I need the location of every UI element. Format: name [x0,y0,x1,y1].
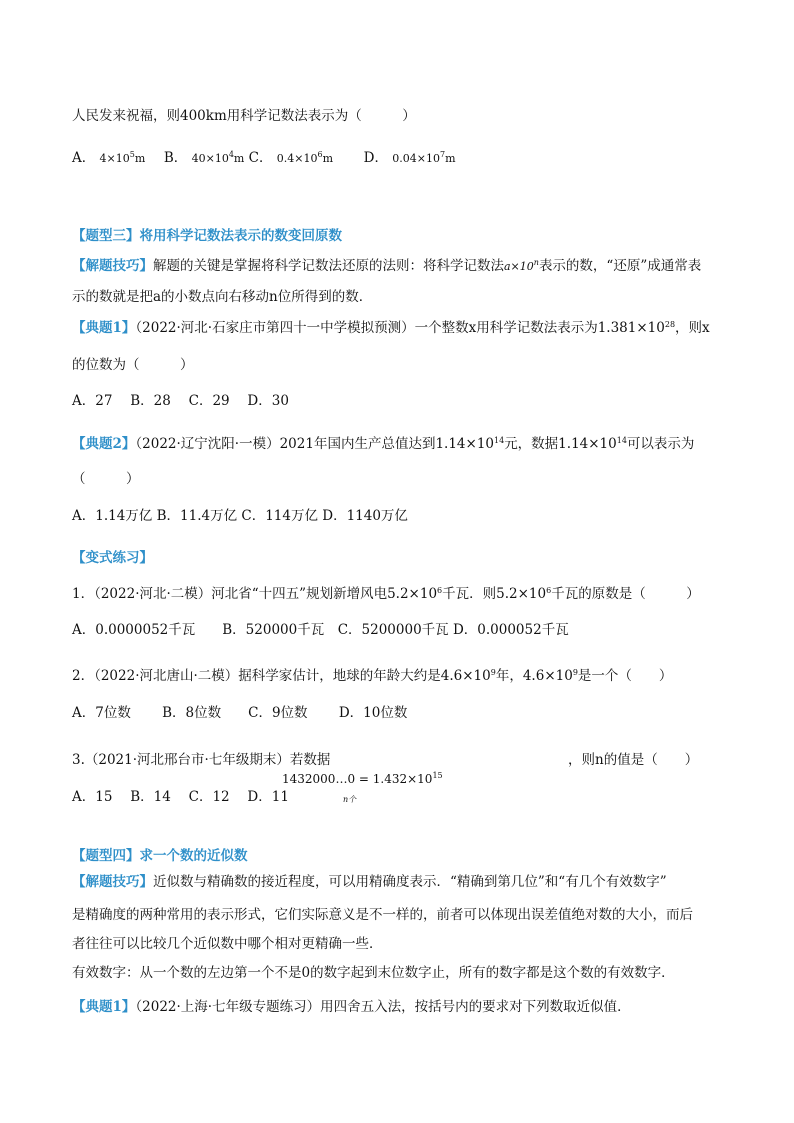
tip-tag: 【解题技巧】 [72,874,153,890]
example-tag: 【典题2】 [72,436,136,452]
tip-type4-line1: 【解题技巧】近似数与精确数的接近程度，可以用精确度表示．“精确到第几位”和“有几个有效数字” [72,874,667,890]
option-d-value: $0.04\times 10^7m$ [392,150,456,165]
prev-question-options [72,148,456,169]
q3-underbrace-label: n个 [343,795,357,804]
option-a-value: $4\times 10^5m$ [99,150,146,165]
significant-figures-definition: 有效数字：从一个数的左边第一个不是0的数字起到末位数字止，所有的数字都是这个数的有效数字． [72,965,675,981]
option-b-label: B． [163,150,188,166]
example-tag: 【典题1】 [72,999,136,1015]
tip-tag: 【解题技巧】 [72,258,153,274]
example2-line2: （ ） [72,471,140,487]
prev-question-text: 人民发来祝福，则400km用科学记数法表示为（ ） [72,108,416,124]
option-c-label: C． [248,150,273,166]
tip-type4-line2: 是精确度的两种常用的表示形式，它们实际意义是不一样的，前者可以体现出误差值绝对数的大小，而后 [72,907,693,923]
practice-q3: 3.（2021·河北邢台市·七年级期末）若数据 [72,752,331,768]
example-tag: 【典题1】 [72,320,136,336]
practice-title: 【变式练习】 [72,550,153,566]
example2-options: A．1.14万亿 B．11.4万亿 C．114万亿 D．1140万亿 [72,508,408,524]
type4-example1: 【典题1】（2022·上海·七年级专题练习）用四舍五入法，按括号内的要求对下列数取近似值． [72,999,631,1015]
option-b-value: $40\times 10^4m$ [191,150,245,165]
section-title-type4: 【题型四】求一个数的近似数 [72,848,248,864]
practice-q3-tail: ，则n的值是（ ） [568,752,699,768]
example2-line1: 【典题2】（2022·辽宁沈阳·一模）2021年国内生产总值达到$1.14\times 10^{14}$元，数据$1.14\times 10^{14}$可以表示为 [72,436,695,452]
option-d-label: D． [363,150,388,166]
option-c-value: $0.4\times 10^6m$ [276,150,334,165]
option-a-label: A． [72,150,96,166]
practice-q2: 2．（2022·河北唐山·二模）据科学家估计，地球的年龄大约是$4.6\times 10^9$年，$4.6\times 10^9$是一个（ ） [72,668,673,684]
practice-q1-options: A．0.0000052千瓦 B．520000千瓦 C．5200000千瓦 D．0.000052千瓦 [72,622,569,638]
practice-q1: 1．（2022·河北·二模）河北省“十四五”规划新增风电$5.2\times 10^6$千瓦．则$5.2\times 10^6$千瓦的原数是（ ） [72,586,700,602]
practice-q3-options: A．15 B．14 C．12 D．11 [72,789,289,805]
section-title-type3: 【题型三】将用科学记数法表示的数变回原数 [72,228,342,244]
example1-options: A．27 B．28 C．29 D．30 [72,393,289,409]
example1-line2: 的位数为（ ） [72,357,194,373]
q3-formula: 1432000…0 = $1.432\times 10^{15}$ [282,771,443,786]
tip-type3-line1: 【解题技巧】解题的关键是掌握将科学记数法还原的法则：将科学记数法$a\times 10^n$表示的数，“还原”成通常表 [72,258,702,274]
example1-line1: 【典题1】（2022·河北·石家庄市第四十一中学模拟预测）一个整数x用科学记数法表示为$1.381\times 10^{28}$，则x [72,320,710,336]
tip-type3-line2: 示的数就是把a的小数点向右移动n位所得到的数． [72,289,373,305]
practice-q2-options: A．7位数 B．8位数 C．9位数 D．10位数 [72,705,408,721]
tip-type4-line3: 者往往可以比较几个近似数中哪个相对更精确一些． [72,936,383,952]
